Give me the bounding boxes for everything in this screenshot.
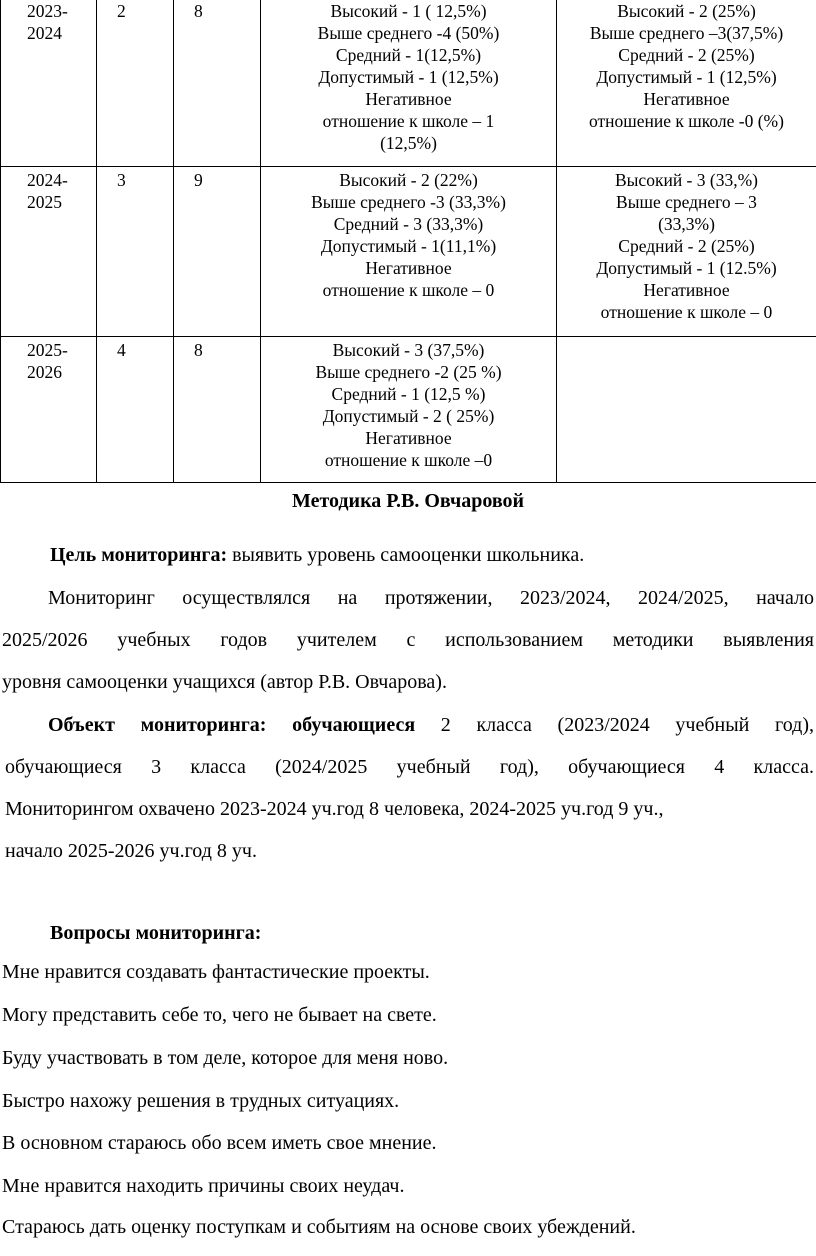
object-line-4: начало 2025-2026 уч.год 8 уч. bbox=[5, 840, 257, 862]
count-cell: 9 bbox=[174, 166, 261, 336]
goal-text: выявить уровень самооценки школьника. bbox=[227, 544, 585, 566]
list-item: В основном стараюсь обо всем иметь свое мнение. bbox=[2, 1132, 437, 1154]
monitoring-line-1: Мониторинг осуществлялся на протяжении, 2023/2024, 2024/2025, начало bbox=[48, 587, 814, 609]
list-item: Стараюсь дать оценку поступкам и событиям на основе своих убеждений. bbox=[2, 1216, 636, 1238]
result-cell-empty bbox=[557, 336, 816, 482]
list-item: Буду участвовать в том деле, которое для меня ново. bbox=[2, 1047, 449, 1069]
object-label: Объект мониторинга: обучающиеся bbox=[48, 714, 416, 736]
list-item: Мне нравится создавать фантастические проекты. bbox=[2, 961, 430, 983]
year-cell: 2025- 2026 bbox=[1, 336, 97, 482]
year-cell: 2024- 2025 bbox=[1, 166, 97, 336]
table-row bbox=[1, 0, 816, 166]
questions-title bbox=[50, 920, 261, 946]
grade-cell: 3 bbox=[97, 166, 174, 336]
monitoring-line-3: уровня самооценки учащихся (автор Р.В. Овчарова). bbox=[2, 671, 447, 693]
count-cell: 8 bbox=[174, 0, 261, 166]
list-item: Мне нравится находить причины своих неудач. bbox=[2, 1175, 405, 1197]
object-line-1 bbox=[48, 712, 814, 738]
object-line-3: Мониторингом охвачено 2023-2024 уч.год 8 человека, 2024-2025 уч.год 9 уч., bbox=[5, 798, 664, 820]
grade-cell: 4 bbox=[97, 336, 174, 482]
result-cell: Высокий - 3 (33,%) Выше среднего – 3 (33,3%) Средний - 2 (25%) Допустимый - 1 (12.5%) Негативное отношение к школе – 0 bbox=[557, 166, 816, 336]
result-cell: Высокий - 1 ( 12,5%) Выше среднего -4 (50%) Средний - 1(12,5%) Допустимый - 1 (12,5%) Негативное отношение к школе – 1 (12,5%) bbox=[261, 0, 557, 166]
object-line-1-rest: 2 класса (2023/2024 учебный год), bbox=[415, 714, 814, 736]
year-cell: 2023- 2024 bbox=[1, 0, 97, 166]
result-cell: Высокий - 3 (37,5%) Выше среднего -2 (25 %) Средний - 1 (12,5 %) Допустимый - 2 ( 25%) Негативное отношение к школе –0 bbox=[261, 336, 557, 482]
result-cell: Высокий - 2 (22%) Выше среднего -3 (33,3%) Средний - 3 (33,3%) Допустимый - 1(11,1%) Негативное отношение к школе – 0 bbox=[261, 166, 557, 336]
questions-title-text: Вопросы мониторинга: bbox=[50, 922, 262, 944]
grade-cell: 2 bbox=[97, 0, 174, 166]
result-cell: Высокий - 2 (25%) Выше среднего –3(37,5%) Средний - 2 (25%) Допустимый - 1 (12,5%) Негативное отношение к школе -0 (%) bbox=[557, 0, 816, 166]
section-heading: Методика Р.В. Овчаровой bbox=[291, 490, 525, 512]
goal-label: Цель мониторинга: bbox=[50, 544, 228, 566]
monitoring-line-2: 2025/2026 учебных годов учителем с использованием методики выявления bbox=[2, 629, 814, 651]
list-item: Могу представить себе то, чего не бывает на свете. bbox=[2, 1004, 437, 1026]
list-item: Быстро нахожу решения в трудных ситуациях. bbox=[2, 1090, 400, 1112]
table-row bbox=[1, 336, 816, 482]
goal-paragraph bbox=[50, 542, 584, 568]
table-row bbox=[1, 166, 816, 336]
count-cell: 8 bbox=[174, 336, 261, 482]
results-table bbox=[0, 0, 816, 483]
object-line-2: обучающиеся 3 класса (2024/2025 учебный год), обучающиеся 4 класса. bbox=[5, 756, 814, 778]
